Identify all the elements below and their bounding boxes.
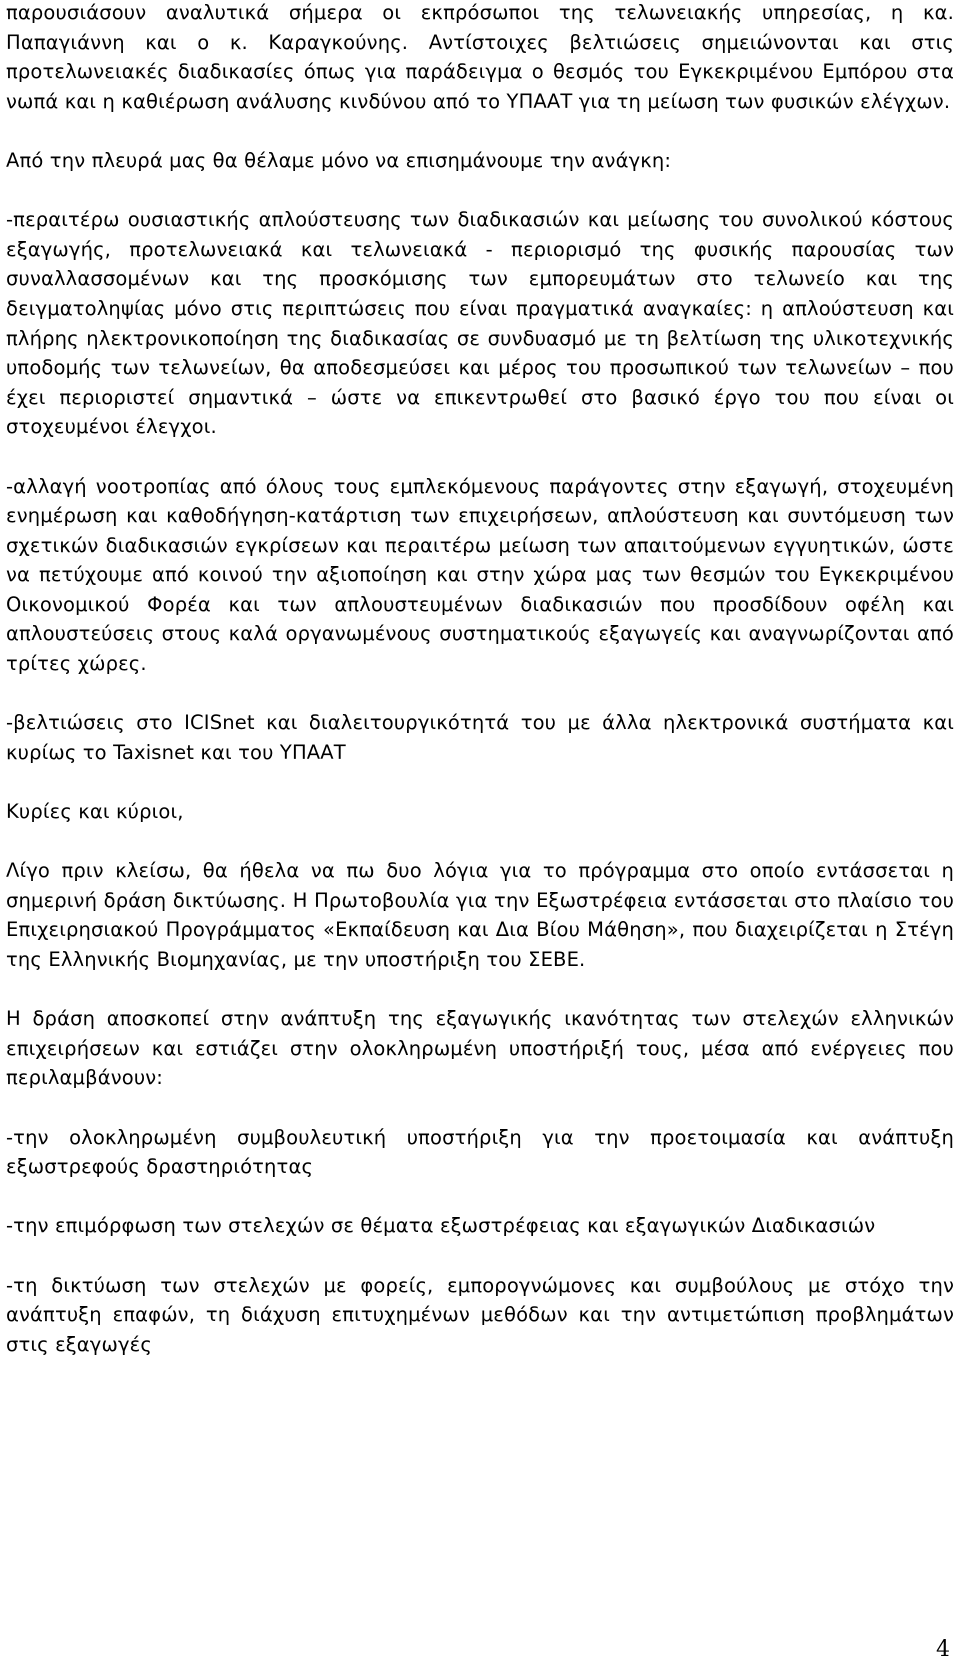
paragraph-salutation: Κυρίες και κύριοι, <box>6 800 184 824</box>
page-number: 4 <box>936 1637 950 1662</box>
paragraph-program: Λίγο πριν κλείσω, θα ήθελα να πω δυο λόγια για το πρόγραμμα στο οποίο εντάσσεται η σημερινή δράση δικτύωσης. Η Πρωτοβουλία για την Εξωστρέφεια εντάσσεται στο πλαίσιο του Επιχειρησιακού Προγράμματος «Εκπαίδευση και Δια Βίου Μάθηση», που διαχειρίζεται η Στέγη της Ελληνικής Βιομηχανίας, με την υποστήριξη του ΣΕΒΕ. <box>6 859 954 971</box>
paragraph-mindset-change: -αλλαγή νοοτροπίας από όλους τους εμπλεκόμενους παράγοντες στην εξαγωγή, στοχευμένη ενημέρωση και καθοδήγηση-κατάρτιση των επιχειρήσεων, απλούστευση και συντόμευση των σχετικών διαδικασιών εγκρίσεων και περαιτέρω μείωση των απαιτούμενων εγγυητικών, ώστε να πετύχουμε από κοινού την αξιοποίηση και στην χώρα μας των θεσμών του Εγκεκριμένου Οικονομικού Φορέα και των απλουστευμένων διαδικασιών που προσδίδουν οφέλη και απλουστεύσεις στους καλά οργανωμένους συστηματικούς εξαγωγείς και αναγνωρίζονται από τρίτες χώρες. <box>6 474 954 676</box>
paragraph-customs-improvements: παρουσιάσουν αναλυτικά σήμερα οι εκπρόσωποι της τελωνειακής υπηρεσίας, η κα. Παπαγιάννη και ο κ. Καραγκούνης. Αντίστοιχες βελτιώσεις σημειώνονται και στις προτελωνειακές διαδικασίες όπως για παράδειγμα ο θεσμός του Εγκεκριμένου Εμπόρου στα νωπά και η καθιέρωση ανάλυσης κινδύνου από το ΥΠΑΑΤ για τη μείωση των φυσικών ελέγχων. <box>6 1 954 113</box>
paragraph-need-intro: Από την πλευρά μας θα θέλαμε μόνο να επισημάνουμε την ανάγκη: <box>6 148 672 172</box>
paragraph-simplification: -περαιτέρω ουσιαστικής απλούστευσης των διαδικασιών και μείωσης του συνολικού κόστους εξαγωγής, προτελωνειακά και τελωνειακά - περιορισμό της φυσικής παρουσίας των συναλλασσομένων και της προσκόμισης των εμπορευμάτων στο τελωνείο και της δειγματοληψίας μόνο στις περιπτώσεις που είναι πραγματικά αναγκαίες: η απλούστευση και πλήρης ηλεκτρονικοποίηση της διαδικασίας σε συνδυασμό με τη βελτίωση της υλικοτεχνικής υποδομής των τελωνείων, θα αποδεσμεύσει και μέρος του προσωπικού των τελωνείων – που έχει περιοριστεί σημαντικά – ώστε να επικεντρωθεί στο βασικό έργο του που είναι οι στοχευμένοι έλεγχοι. <box>6 208 954 439</box>
paragraph-training: -την επιμόρφωση των στελεχών σε θέματα εξωστρέφειας και εξαγωγικών Διαδικασιών <box>6 1214 876 1238</box>
paragraph-action-aim: Η δράση αποσκοπεί στην ανάπτυξη της εξαγωγικής ικανότητας των στελεχών ελληνικών επιχειρήσεων και εστιάζει στην ολοκληρωμένη υποστήριξή τους, μέσα από ενέργειες που περιλαμβάνουν: <box>6 1007 954 1090</box>
paragraph-consulting-support: -την ολοκληρωμένη συμβουλευτική υποστήριξη για την προετοιμασία και ανάπτυξη εξωστρεφούς δραστηριότητας <box>6 1125 954 1179</box>
document-page <box>6 0 954 1389</box>
paragraph-icisnet: -βελτιώσεις στο ICISnet και διαλειτουργικότητά του με άλλα ηλεκτρονικά συστήματα και κυρίως το Taxisnet και του ΥΠΑΑΤ <box>6 711 954 764</box>
paragraph-networking: -τη δικτύωση των στελεχών με φορείς, εμπορογνώμονες και συμβούλους με στόχο την ανάπτυξη επαφών, τη διάχυση επιτυχημένων μεθόδων και την αντιμετώπιση προβλημάτων στις εξαγωγές <box>6 1273 954 1356</box>
